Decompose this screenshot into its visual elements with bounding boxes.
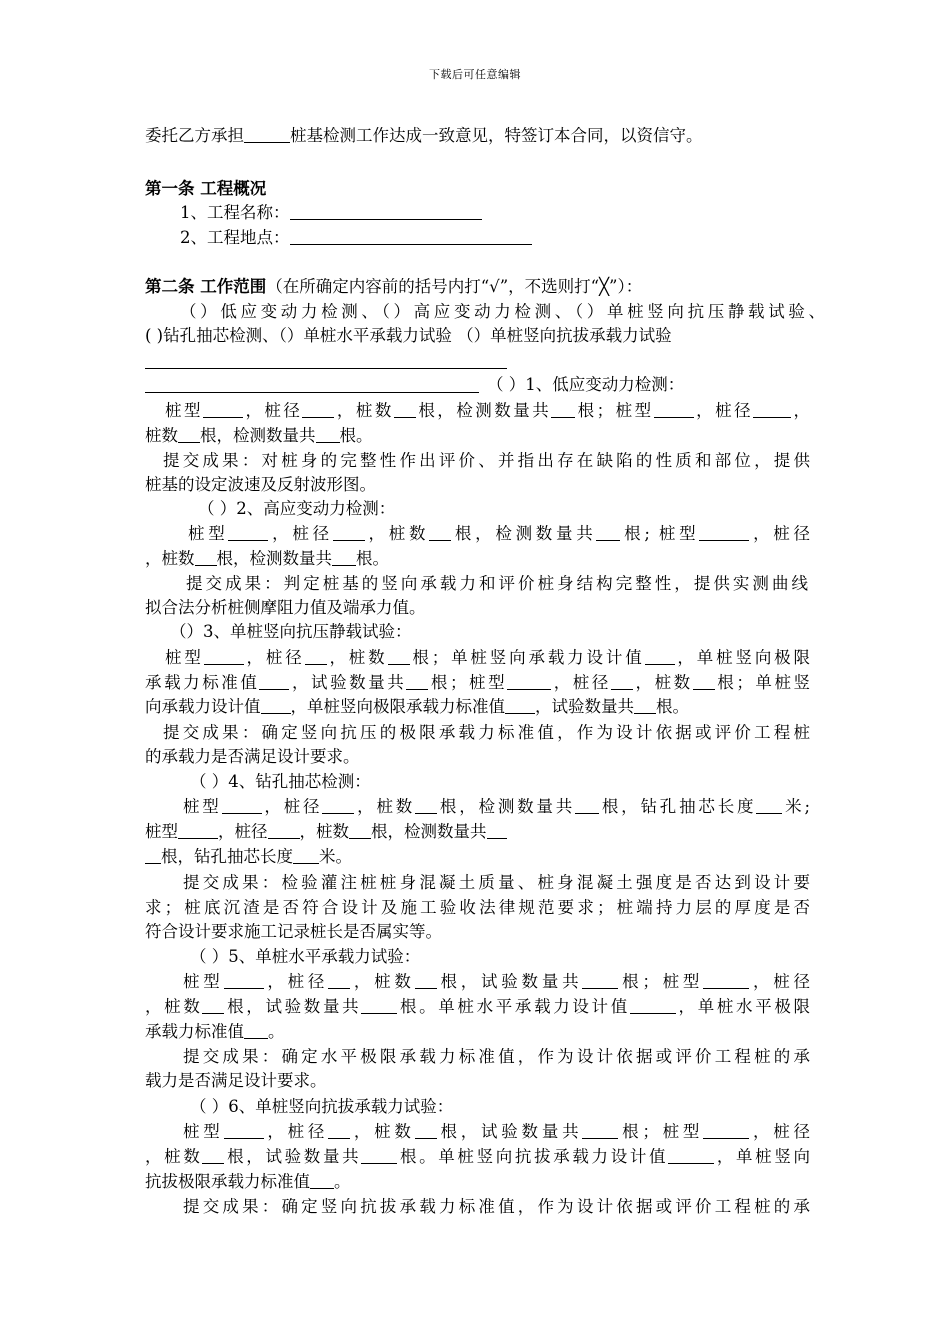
inline-text: ，桩数 bbox=[354, 797, 416, 816]
inline-text: ，单桩竖向 bbox=[714, 1147, 811, 1166]
blank-field[interactable] bbox=[228, 525, 268, 541]
section-4-result-3: 符合设计要求施工记录桩长是否属实等。 bbox=[145, 922, 442, 941]
blank-field[interactable] bbox=[596, 525, 620, 541]
inline-text: 根，试验数量共 bbox=[436, 972, 583, 991]
inline-text: 根；单桩竖 bbox=[714, 673, 811, 692]
article-1-title: 第一条 工程概况 bbox=[145, 179, 267, 198]
section-3-result-2: 的承载力是否满足设计要求。 bbox=[145, 747, 360, 766]
blank-field[interactable] bbox=[505, 698, 535, 714]
section-3-row-3 bbox=[145, 695, 810, 719]
article-2-title: 第二条 工作范围 bbox=[145, 277, 267, 296]
inline-text: ，桩数 bbox=[145, 997, 203, 1016]
section-3-row-2 bbox=[145, 671, 810, 695]
blank-field[interactable] bbox=[551, 402, 575, 418]
blank-field[interactable] bbox=[202, 1148, 224, 1164]
scope-options-line-2: ( )钻孔抽芯检测、（）单桩水平承载力试验 （）单桩竖向抗拔承载力试验 bbox=[145, 326, 672, 345]
project-name-row: 1、工程名称： bbox=[180, 201, 810, 225]
blank-field[interactable] bbox=[302, 402, 334, 418]
inline-text: 根，检测数量共 bbox=[437, 797, 576, 816]
inline-text: 根；单桩竖向承载力设计值 bbox=[409, 648, 645, 667]
inline-text: ，桩数 bbox=[326, 648, 388, 667]
section-5-row-1 bbox=[183, 970, 810, 994]
inline-text: ，桩径 bbox=[693, 401, 754, 420]
section-2-result-2: 拟合法分析桩侧摩阻力值及端承力值。 bbox=[145, 598, 426, 617]
inline-text: ，桩径 bbox=[268, 524, 333, 543]
blank-field[interactable] bbox=[415, 1123, 437, 1139]
section-1-result-2: 桩基的设定波速及反射波形图。 bbox=[145, 475, 376, 494]
section-4-row-2 bbox=[145, 820, 810, 844]
section-6-row-2 bbox=[145, 1145, 810, 1169]
blank-field[interactable] bbox=[261, 698, 291, 714]
blank-field[interactable] bbox=[305, 649, 327, 665]
article-2-title-row bbox=[145, 275, 810, 299]
blank-field[interactable] bbox=[645, 649, 675, 665]
section-4-row-1 bbox=[183, 795, 810, 819]
inline-text: ，单桩竖向极限 bbox=[674, 648, 811, 667]
inline-text: 根；桩型 bbox=[575, 401, 654, 420]
blank-field[interactable] bbox=[195, 550, 217, 566]
section-4-result-2: 求；桩底沉渣是否符合设计及施工验收法律规范要求；桩端持力层的厚度是否 bbox=[145, 898, 810, 917]
blank-field[interactable] bbox=[693, 674, 715, 690]
inline-text: 根。单桩水平承载力设计值 bbox=[397, 997, 630, 1016]
inline-text: 桩型 bbox=[165, 648, 204, 667]
inline-text: 桩数 bbox=[145, 426, 178, 445]
inline-text: 向承载力设计值 bbox=[145, 697, 261, 716]
inline-text: ，桩径 bbox=[749, 972, 811, 991]
inline-text: ，桩数 bbox=[145, 1147, 203, 1166]
blank-field[interactable] bbox=[699, 525, 749, 541]
section-3-row-1 bbox=[165, 646, 810, 670]
inline-text: 桩型 bbox=[183, 1122, 224, 1141]
blank-field[interactable] bbox=[202, 998, 224, 1014]
blank-field[interactable] bbox=[703, 973, 749, 989]
inline-text: ，桩径 bbox=[218, 822, 268, 841]
inline-text: 。 bbox=[268, 1022, 285, 1041]
blank-field[interactable] bbox=[310, 1173, 334, 1189]
blank-field[interactable] bbox=[630, 998, 676, 1014]
blank-field[interactable] bbox=[394, 402, 416, 418]
blank-field[interactable] bbox=[349, 823, 371, 839]
blank-field[interactable] bbox=[654, 402, 694, 418]
inline-text: 根。 bbox=[656, 697, 689, 716]
section-6-heading: （ ）6、单桩竖向抗拔承载力试验： bbox=[190, 1097, 454, 1116]
section-6-result-1: 提交成果：确定竖向抗拔承载力标准值，作为设计依据或评价工程桩的承 bbox=[183, 1197, 810, 1216]
inline-text: 。 bbox=[334, 1172, 351, 1191]
blank-field[interactable] bbox=[244, 1023, 268, 1039]
inline-text: ，桩数 bbox=[350, 972, 415, 991]
blank-field[interactable] bbox=[415, 973, 437, 989]
inline-text: 根，检测数量共 bbox=[371, 822, 487, 841]
inline-text: 桩型 bbox=[145, 822, 178, 841]
blank-field[interactable] bbox=[388, 649, 410, 665]
blank-field[interactable] bbox=[487, 823, 507, 839]
blank-field[interactable] bbox=[178, 823, 218, 839]
inline-text: ，桩数 bbox=[145, 549, 195, 568]
blank-field[interactable] bbox=[145, 848, 161, 864]
inline-text: 抗拔极限承载力标准值 bbox=[145, 1172, 310, 1191]
inline-text: ，桩径 bbox=[263, 1122, 329, 1141]
inline-text: ，单桩竖向极限承载力标准值 bbox=[290, 697, 505, 716]
inline-text: 根，钻孔抽芯长度 bbox=[161, 847, 293, 866]
inline-text: 承载力标准值 bbox=[145, 673, 260, 692]
inline-text: 根；桩型 bbox=[618, 972, 704, 991]
blank-field[interactable] bbox=[293, 848, 319, 864]
inline-text: ，单桩水平极限 bbox=[675, 997, 811, 1016]
blank-field[interactable] bbox=[406, 674, 428, 690]
intro-paragraph: 委托乙方承担 桩基检测工作达成一致意见，特签订本合同，以资信守。 bbox=[145, 126, 703, 145]
blank-field[interactable] bbox=[361, 1148, 397, 1164]
inline-text: ，试验数量共 bbox=[535, 697, 634, 716]
blank-field[interactable] bbox=[611, 674, 633, 690]
inline-text: 根，检测数量共 bbox=[216, 549, 332, 568]
inline-text: ，桩径 bbox=[242, 401, 303, 420]
page-header: 下载后可任意编辑 bbox=[429, 68, 521, 81]
section-1-heading: （ ）1、低应变动力检测： bbox=[487, 375, 685, 394]
section-3-heading: （）3、单桩竖向抗压静载试验： bbox=[170, 622, 412, 641]
section-5-result-2: 载力是否满足设计要求。 bbox=[145, 1071, 327, 1090]
section-1-row-2 bbox=[145, 424, 810, 448]
inline-text: 根，试验数量共 bbox=[224, 1147, 362, 1166]
blank-field[interactable] bbox=[361, 998, 397, 1014]
blank-field[interactable] bbox=[756, 798, 782, 814]
inline-text: 根；桩型 bbox=[618, 1122, 704, 1141]
blank-field[interactable] bbox=[178, 427, 200, 443]
inline-text: 承载力标准值 bbox=[145, 1022, 244, 1041]
inline-text: ，桩数 bbox=[299, 822, 349, 841]
scope-options-line-1: （）低应变动力检测、（）高应变动力检测、（）单桩竖向抗压静载试验、 bbox=[180, 302, 825, 321]
blank-field[interactable] bbox=[328, 1123, 350, 1139]
inline-text: ，桩数 bbox=[632, 673, 693, 692]
section-5-row-2 bbox=[145, 995, 810, 1019]
inline-text: 根，检测数量共 bbox=[415, 401, 552, 420]
inline-text: 桩型 bbox=[183, 797, 222, 816]
inline-text: 根。单桩竖向抗拔承载力设计值 bbox=[397, 1147, 669, 1166]
section-5-result-1: 提交成果：确定水平极限承载力标准值，作为设计依据或评价工程桩的承 bbox=[183, 1047, 810, 1066]
blank-field[interactable] bbox=[204, 649, 244, 665]
inline-text: 根。 bbox=[339, 426, 373, 445]
blank-field[interactable] bbox=[429, 525, 451, 541]
section-1-result-1: 提交成果：对桩身的完整性作出评价、并指出存在缺陷的性质和部位，提供 bbox=[163, 451, 810, 470]
blank-field[interactable] bbox=[328, 973, 350, 989]
blank-field[interactable] bbox=[703, 1123, 749, 1139]
blank-field[interactable] bbox=[224, 973, 264, 989]
blank-field[interactable] bbox=[224, 1123, 264, 1139]
section-1-row-1 bbox=[165, 399, 810, 423]
section-3-result-1: 提交成果：确定竖向抗压的极限承载力标准值，作为设计依据或评价工程桩 bbox=[163, 723, 810, 742]
inline-text: 根; 桩型 bbox=[620, 524, 700, 543]
inline-text: 根，钻孔抽芯长度 bbox=[599, 797, 757, 816]
inline-text: ，桩径 bbox=[261, 797, 323, 816]
inline-text: ，桩数 bbox=[350, 1122, 415, 1141]
inline-text: 米。 bbox=[319, 847, 352, 866]
blank-field[interactable] bbox=[507, 674, 551, 690]
inline-text: 根，检测数量共 bbox=[451, 524, 597, 543]
inline-text: ，桩径 bbox=[551, 673, 611, 692]
inline-text: 根，试验数量共 bbox=[436, 1122, 583, 1141]
section-4-result-1: 提交成果：检验灌注桩桩身混凝土质量、桩身混凝土强度是否达到设计要 bbox=[183, 873, 810, 892]
inline-text: 根，检测数量共 bbox=[200, 426, 316, 445]
blank-field[interactable] bbox=[259, 674, 289, 690]
section-6-row-1 bbox=[183, 1120, 810, 1144]
inline-text: ，桩径 bbox=[749, 1122, 811, 1141]
blank-field[interactable] bbox=[753, 402, 791, 418]
blank-field[interactable] bbox=[333, 525, 365, 541]
blank-field[interactable] bbox=[316, 427, 340, 443]
section-2-row-1 bbox=[188, 522, 810, 546]
inline-text: ，试验数量共 bbox=[289, 673, 407, 692]
blank-field[interactable] bbox=[634, 698, 656, 714]
inline-text: ，桩数 bbox=[364, 524, 430, 543]
inline-text: ， bbox=[791, 401, 811, 420]
blank-field[interactable] bbox=[582, 1123, 618, 1139]
inline-text: 桩型 bbox=[188, 524, 229, 543]
section-2-result-1: 提交成果：判定桩基的竖向承载力和评价桩身结构完整性，提供实测曲线 bbox=[186, 574, 808, 593]
blank-field[interactable] bbox=[332, 550, 356, 566]
blank-field[interactable] bbox=[222, 798, 262, 814]
blank-line[interactable] bbox=[145, 392, 479, 393]
blank-field[interactable] bbox=[268, 823, 300, 839]
blank-field[interactable] bbox=[244, 127, 290, 143]
section-4-row-3 bbox=[145, 845, 810, 869]
section-2-heading: （ ）2、高应变动力检测： bbox=[198, 499, 396, 518]
blank-field[interactable] bbox=[203, 402, 243, 418]
project-location-row: 2、工程地点： bbox=[180, 226, 810, 250]
article-2-note: （在所确定内容前的括号内打“√”，不选则打“╳”）： bbox=[266, 277, 643, 296]
section-4-heading: （ ）4、钻孔抽芯检测： bbox=[190, 772, 371, 791]
inline-text: ，桩径 bbox=[263, 972, 329, 991]
blank-field[interactable] bbox=[575, 798, 599, 814]
blank-field[interactable] bbox=[322, 798, 354, 814]
inline-text: 桩型 bbox=[165, 401, 203, 420]
inline-text: 米; bbox=[782, 797, 811, 816]
project-name-field[interactable] bbox=[290, 204, 482, 220]
blank-field[interactable] bbox=[668, 1148, 714, 1164]
section-5-row-3 bbox=[145, 1020, 810, 1044]
section-2-row-2 bbox=[145, 547, 810, 571]
inline-text: ，桩数 bbox=[334, 401, 394, 420]
inline-text: 桩型 bbox=[183, 972, 224, 991]
inline-text: ，桩径 bbox=[749, 524, 810, 543]
inline-text: 根。 bbox=[356, 549, 389, 568]
section-5-heading: （ ）5、单桩水平承载力试验： bbox=[190, 947, 421, 966]
section-6-row-3 bbox=[145, 1170, 810, 1194]
blank-field[interactable] bbox=[415, 798, 437, 814]
inline-text: 根，试验数量共 bbox=[224, 997, 362, 1016]
project-location-field[interactable] bbox=[290, 229, 532, 245]
blank-field[interactable] bbox=[582, 973, 618, 989]
blank-line[interactable] bbox=[145, 368, 507, 369]
inline-text: 根；桩型 bbox=[428, 673, 508, 692]
inline-text: ，桩径 bbox=[243, 648, 305, 667]
